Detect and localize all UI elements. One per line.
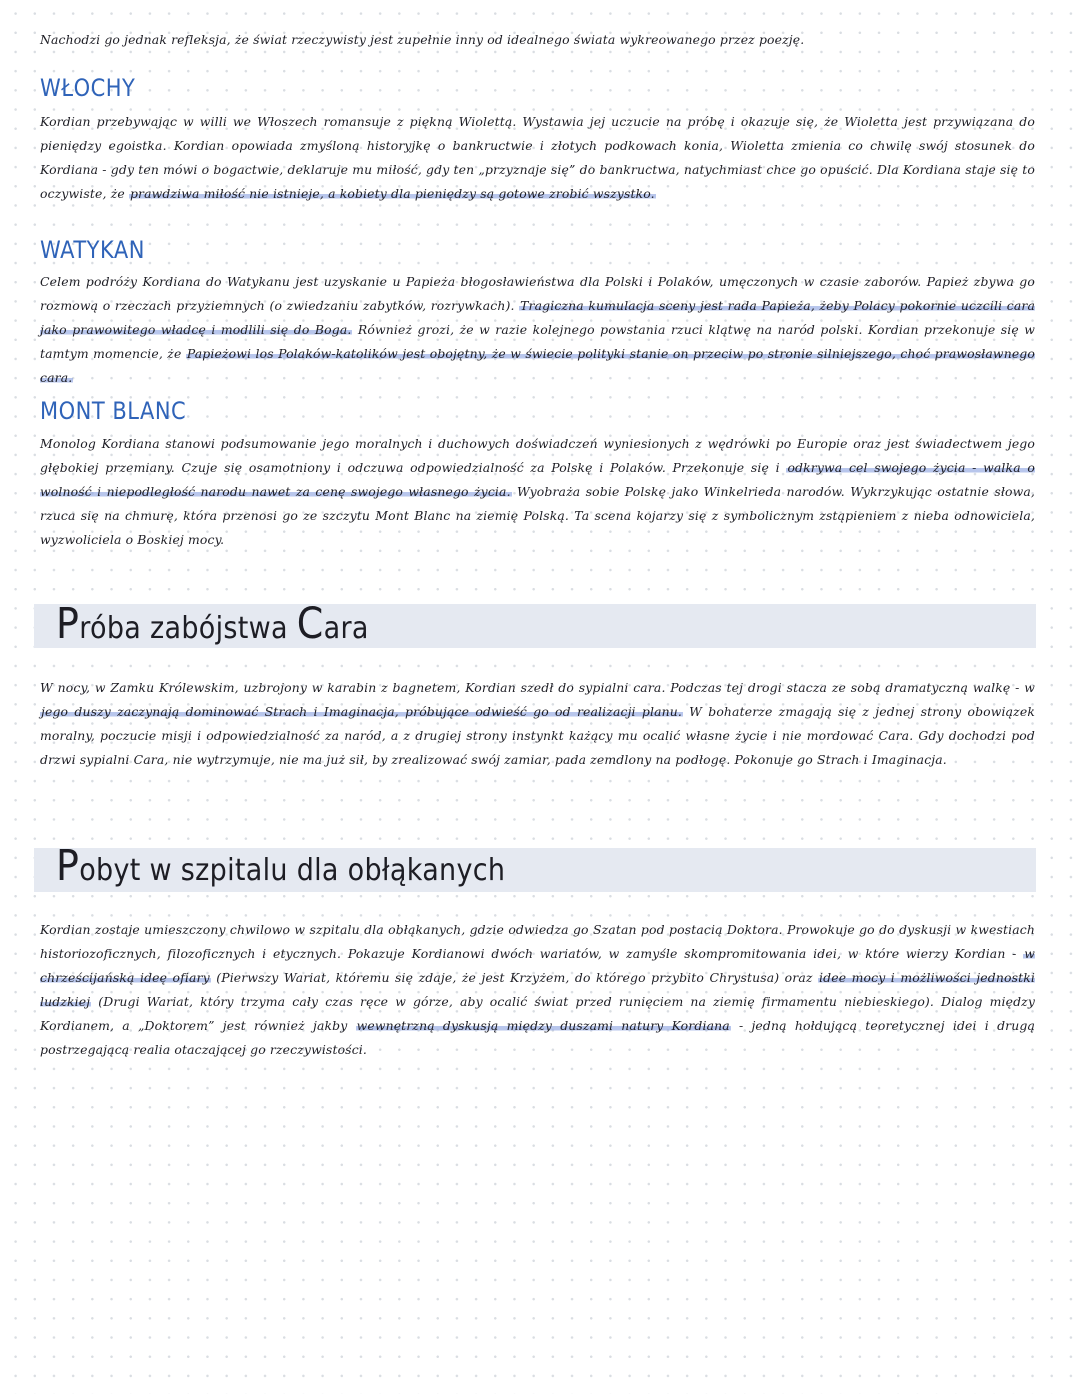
wlochy-highlight: prawdziwa miłość nie istnieje, a kobiety dla pieniędzy są gotowe zrobić wszystko. [129,186,655,201]
mont-blanc-highlight: odkrywa cel swojego życia - walka o wolność i niepodległość narodu nawet za cenę swojego własnego życia. [40,460,1035,499]
wlochy-text: Kordian przebywając w willi we Włoszech romansuje z piękną Wiolettą. Wystawia jej uczucie na próbę i okazuje się, że Wioletta jest przywiązana do pieniędzy egoistka. Kordian opowiada zmyśloną historyjkę o bankructwie i złotych podkowach konia, Wioletta zmienia co chwilę swój stosunek do Kordiana - gdy ten mówi o bogactwie, deklaruje mu miłość, gdy ten „przyznaje się” do bankructwa, natychmiast chce go opuścić. Dla Kordiana staje się to oczywiste, że [40,114,1035,201]
intro-text: Nachodzi go jednak refleksja, że świat rzeczywisty jest zupełnie inny od idealnego świata wykreowanego przez poezję. [40,32,805,47]
heading-pobyt-rest: obyt w szpitalu dla obłąkanych [79,853,506,889]
pobyt-highlight-2: idee mocy i możliwości jednostki ludzkiej [40,970,1035,1009]
pobyt-text-2: (Pierwszy Wariat, któremu się zdaje, że jest Krzyżem, do którego przybito Chrystusa) oraz [210,970,819,985]
pobyt-text-1: Kordian zostaje umieszczony chwilowo w szpitalu dla obłąkanych, gdzie odwiedza go Szatan pod postacią Doktora. Prowokuje go do dyskusji w kwestiach historiozoficznych, filozoficznych i etycznych. Pokazuje Kordianowi dwóch wariatów, w zamyśle skompromitowania idei, w które wierzy Kordian - [40,922,1035,961]
watykan-highlight-1: Tragiczna kumulacja sceny jest rada Papieża, żeby Polacy pokornie uczcili cara jako prawowitego władcę i modlili się do Boga. [40,298,1035,337]
wlochy-paragraph [40,110,1035,206]
heading-proba-mid: róba zabójstwa [79,611,297,647]
heading-wlochy: WŁOCHY [40,74,136,102]
watykan-highlight-2: Papieżowi los Polaków-katolików jest obojętny, że w świecie polityki stanie on przeciw po stronie silniejszego, choć prawosławnego cara. [40,346,1035,385]
pobyt-text-3: (Drugi Wariat, który trzyma cały czas ręce w górze, aby ocalić świat przed runięciem na ziemię firmamentu niebieskiego). Dialog między Kordianem, a „Doktorem” jest również jakby [40,994,1035,1033]
intro-paragraph [40,28,1035,52]
heading-pobyt-initial: P [56,841,80,891]
mont-blanc-paragraph [40,432,1035,552]
heading-proba-zabojstwa [56,599,369,648]
watykan-text-1: Celem podróży Kordiana do Watykanu jest uzyskanie u Papieża błogosławieństwa dla Polski i Polaków, umęczonych w czasie zaborów. Papież zbywa go rozmową o rzeczach przyziemnych (o zwiedzaniu zabytków, rozrywkach). [40,274,1035,313]
heading-watykan: WATYKAN [40,236,145,264]
heading-proba-initial-2: C [296,599,324,649]
proba-highlight: jego duszy zaczynają dominować Strach i Imaginacja, próbujące odwieść go od realizacji planu. [41,704,682,719]
pobyt-highlight-3: wewnętrzną dyskusją między duszami natury Kordiana [356,1018,730,1033]
watykan-text-2: Również grozi, że w razie kolejnego powstania rzuci klątwę na naród polski. Kordian przekonuje się w tamtym momencie, że [40,322,1035,361]
proba-text-1: W nocy, w Zamku Królewskim, uzbrojony w karabin z bagnetem, Kordian szedł do sypialni cara. Podczas tej drogi stacza ze sobą dramatyczną walkę - w [40,680,1035,695]
pobyt-highlight-1: w chrześcijańską ideę ofiary [40,946,1035,985]
watykan-paragraph [40,270,1035,390]
heading-proba-initial: P [56,599,80,649]
proba-text-2: W bohaterze zmagają się z jednej strony obowiązek moralny, poczucie misji i odpowiedzialność za naród, a z drugiej strony instynkt każący mu ocalić własne życie i nie mordować Cara. Gdy dochodzi pod drzwi sypialni Cara, nie wytrzymuje, nie ma już sił, by zrealizować swój zamiar, pada zemdlony na podłogę. Pokonuje go Strach i Imaginacja. [40,704,1035,767]
pobyt-paragraph [40,918,1035,1062]
pobyt-text-4: - jedną hołdującą teoretycznej idei i drugą postrzegającą realia otaczającej go rzeczywistości. [40,1018,1035,1057]
heading-mont-blanc: MONT BLANC [40,397,187,425]
proba-paragraph [40,676,1035,772]
mont-blanc-text-1: Monolog Kordiana stanowi podsumowanie jego moralnych i duchowych doświadczeń wyniesionych z wędrówki po Europie oraz jest świadectwem jego głębokiej przemiany. Czuje się osamotniony i odczuwa odpowiedzialność za Polskę i Polaków. Przekonuje się i [40,436,1035,475]
heading-pobyt-w-szpitalu [56,841,505,890]
heading-proba-rest: ara [323,611,369,647]
mont-blanc-text-2: Wyobraża sobie Polskę jako Winkelrieda narodów. Wykrzykując ostatnie słowa, rzuca się na chmurę, która przenosi go ze szczytu Mont Blanc na ziemię Polską. Ta scena kojarzy się z symbolicznym zstąpieniem z nieba odnowiciela, wyzwoliciela o Boskiej mocy. [40,484,1035,547]
